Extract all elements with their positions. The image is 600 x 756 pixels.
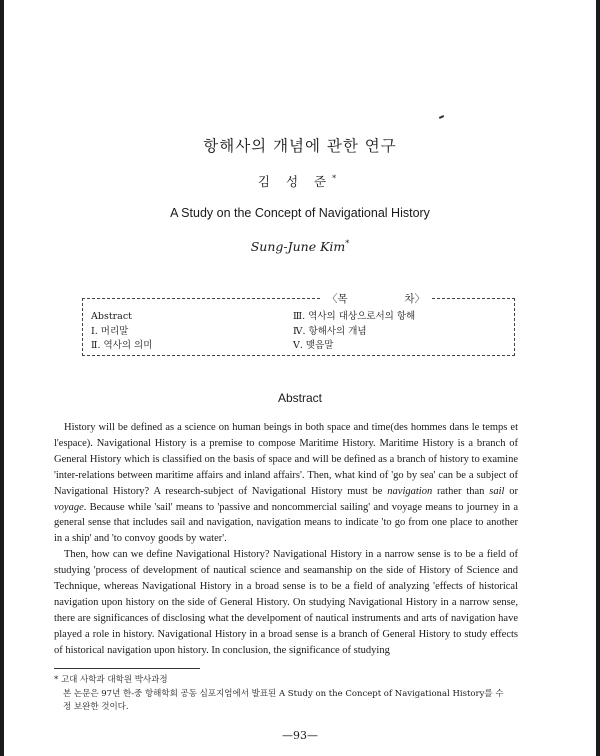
emphasis-voyage: voyage bbox=[54, 501, 84, 513]
abstract-heading: Abstract bbox=[277, 391, 322, 405]
author-footnote-mark-en: * bbox=[345, 239, 350, 248]
english-author-name: Sung-June Kim bbox=[250, 239, 346, 255]
footnote-affiliation: * 고대 사학과 대학원 박사과정 bbox=[54, 675, 168, 685]
toc-heading-left: 〈목 bbox=[327, 293, 348, 305]
text-run: or bbox=[504, 485, 518, 497]
toc-heading-right: 차〉 bbox=[404, 293, 425, 305]
english-title: A Study on the Concept of Navigational History bbox=[170, 206, 430, 220]
scan-border-right bbox=[596, 0, 600, 756]
text-run: History will be defined as a science on human beings in both space and time(des hommes dans le temps et l'espace). Navigational History is a premise to compose Maritime History. Maritime History is a branch of General History which is classified on the basis of space and will be defined as a branch of history to examine 'inter-relations between maritime affairs and inland affairs'. Then, what kind of 'go by sea' can be a subject of Navigational History? A research-subject of Navigational History must be bbox=[54, 422, 518, 497]
abstract-body bbox=[54, 420, 518, 659]
emphasis-navigation: navigation bbox=[387, 485, 433, 497]
abstract-paragraph-2: Then, how can we define Navigational History? Navigational History in a narrow sense is to be a field of studying 'process of development of nautical science and seamanship on the side of History of Science and Technique, whereas Navigational History in a broad sense is to be a field of analyzing 'effects of historical navigation upon history on the side of General History. On studying Navigational History in a narrow sense, there are significances of disclosing what the develpoment of nautical instruments and arts of navigation have played a role in history. Navigational History in a broad sense is a branch of General History to study effects of historical navigation upon history. In conclusion, the significance of studying bbox=[54, 549, 518, 656]
toc-item: Ⅳ. 항해사의 개념 bbox=[293, 325, 367, 337]
toc-item: Ⅲ. 역사의 대상으로서의 항해 bbox=[293, 311, 416, 322]
table-of-contents bbox=[82, 293, 515, 356]
stray-ink-mark bbox=[439, 115, 444, 119]
footnote-source-cont: 정 보완한 것이다. bbox=[63, 702, 129, 712]
toc-item: Ⅴ. 맺음말 bbox=[293, 340, 334, 351]
korean-author bbox=[0, 172, 600, 190]
toc-right-column bbox=[293, 310, 415, 354]
korean-title: 항해사의 개념에 관한 연구 bbox=[203, 137, 397, 155]
scan-border-left bbox=[0, 0, 4, 756]
toc-item: Ⅱ. 역사의 의미 bbox=[91, 340, 153, 351]
toc-item: Ⅰ. 머리말 bbox=[91, 325, 129, 337]
footnote-source: 본 논문은 97년 한-중 항해학회 공동 심포지엄에서 발표된 A Study on the Concept of Navigational History를 수 bbox=[63, 688, 504, 699]
korean-author-name: 김 성 준 bbox=[257, 174, 333, 189]
page-number: —93— bbox=[282, 729, 318, 742]
toc-heading bbox=[321, 291, 431, 306]
toc-item: Abstract bbox=[91, 311, 132, 322]
footnotes bbox=[54, 674, 524, 715]
footnote-rule bbox=[54, 668, 200, 669]
text-run: . Because while 'sail' means to 'passive and noncommercial sailing' and voyage means to journey in a general sense that includes sail and navigation, navigation means to indicate 'to go from one place to another in a ship' and 'to convoy goods by water'. bbox=[54, 501, 518, 545]
abstract-paragraph-1 bbox=[54, 420, 518, 547]
emphasis-sail: sail bbox=[489, 485, 505, 497]
text-run: rather than bbox=[432, 485, 490, 497]
toc-left-column bbox=[91, 310, 152, 354]
author-footnote-mark: * bbox=[332, 173, 343, 183]
english-author bbox=[0, 239, 600, 254]
